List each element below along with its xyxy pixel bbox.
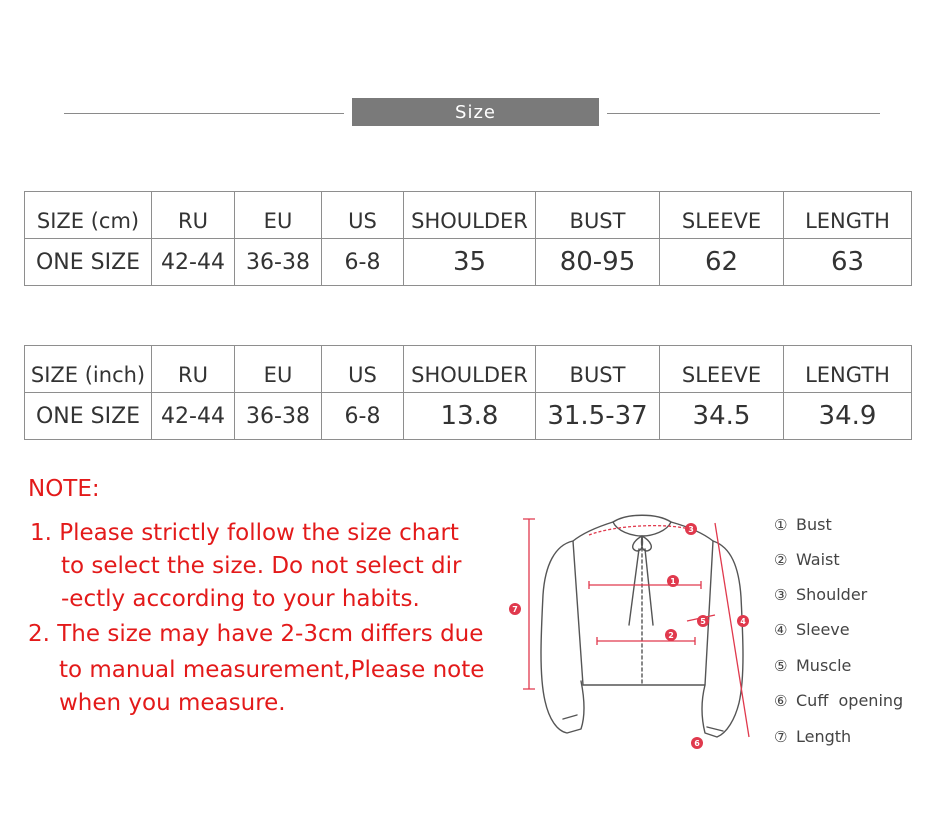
header-cell-length: LENGTH bbox=[784, 346, 912, 393]
legend-item-muscle bbox=[774, 656, 851, 675]
note-title: NOTE: bbox=[28, 476, 100, 502]
size-table-inch bbox=[24, 345, 912, 440]
header-cell-us: US bbox=[322, 346, 404, 393]
waist-measure-line bbox=[597, 637, 695, 645]
cell-shoulder: 13.8 bbox=[404, 393, 536, 440]
length-measure-line bbox=[523, 519, 535, 689]
divider-left bbox=[64, 113, 344, 114]
cell-length: 63 bbox=[784, 239, 912, 286]
cell-ru: 42-44 bbox=[152, 239, 235, 286]
cell-ru: 42-44 bbox=[152, 393, 235, 440]
cell-eu: 36-38 bbox=[235, 393, 322, 440]
collar-outline bbox=[613, 515, 671, 536]
divider-right bbox=[607, 113, 880, 114]
cell-eu: 36-38 bbox=[235, 239, 322, 286]
cell-us: 6-8 bbox=[322, 239, 404, 286]
header-cell-us: US bbox=[322, 192, 404, 239]
cell-sleeve: 34.5 bbox=[660, 393, 784, 440]
note-line-1: 1. Please strictly follow the size chart bbox=[30, 520, 459, 546]
legend-label: Length bbox=[796, 727, 852, 746]
marker-6-label: 6 bbox=[694, 739, 700, 748]
bow-ties bbox=[629, 549, 653, 625]
legend-num: ⑤ bbox=[774, 657, 788, 675]
legend-item-sleeve bbox=[774, 620, 850, 639]
cell-bust: 31.5-37 bbox=[536, 393, 660, 440]
legend-num: ② bbox=[774, 551, 788, 569]
cell-size: ONE SIZE bbox=[25, 239, 152, 286]
size-banner bbox=[352, 98, 599, 126]
note-line-3: -ectly according to your habits. bbox=[61, 586, 420, 612]
header-cell-sleeve: SLEEVE bbox=[660, 346, 784, 393]
blouse-diagram bbox=[505, 505, 765, 755]
header-cell-bust: BUST bbox=[536, 192, 660, 239]
legend-label: Muscle bbox=[796, 656, 852, 675]
legend-label: Waist bbox=[796, 550, 840, 569]
marker-3-label: 3 bbox=[688, 525, 694, 534]
size-banner-title: Size bbox=[455, 101, 496, 123]
header-cell-shoulder: SHOULDER bbox=[404, 192, 536, 239]
legend-num: ① bbox=[774, 516, 788, 534]
cell-size: ONE SIZE bbox=[25, 393, 152, 440]
left-cuff-outline bbox=[563, 715, 577, 719]
legend-num: ⑥ bbox=[774, 692, 788, 710]
header-cell-ru: RU bbox=[152, 346, 235, 393]
header-cell-size: SIZE (inch) bbox=[25, 346, 152, 393]
note-line-4: 2. The size may have 2-3cm differs due bbox=[28, 621, 484, 647]
table-row bbox=[25, 239, 912, 286]
note-line-5: to manual measurement,Please note bbox=[59, 657, 485, 683]
shoulder-measure-line bbox=[589, 526, 689, 535]
header-cell-ru: RU bbox=[152, 192, 235, 239]
note-line-2: to select the size. Do not select dir bbox=[61, 553, 462, 579]
cell-us: 6-8 bbox=[322, 393, 404, 440]
legend-label: Cuff opening bbox=[796, 691, 904, 710]
legend-item-bust bbox=[774, 515, 832, 534]
legend-item-shoulder bbox=[774, 585, 867, 604]
cell-length: 34.9 bbox=[784, 393, 912, 440]
note-line-6: when you measure. bbox=[59, 690, 286, 716]
right-cuff-outline bbox=[707, 727, 723, 731]
marker-1-label: 1 bbox=[670, 577, 676, 586]
marker-2-label: 2 bbox=[668, 631, 674, 640]
header-cell-eu: EU bbox=[235, 346, 322, 393]
header-cell-bust: BUST bbox=[536, 346, 660, 393]
legend-num: ⑦ bbox=[774, 728, 788, 746]
header-cell-sleeve: SLEEVE bbox=[660, 192, 784, 239]
marker-4-label: 4 bbox=[740, 617, 746, 626]
legend-num: ④ bbox=[774, 621, 788, 639]
legend-item-waist bbox=[774, 550, 840, 569]
bust-measure-line bbox=[589, 581, 701, 589]
legend-num: ③ bbox=[774, 586, 788, 604]
table-header-row bbox=[25, 192, 912, 239]
cell-shoulder: 35 bbox=[404, 239, 536, 286]
cell-bust: 80-95 bbox=[536, 239, 660, 286]
legend-label: Shoulder bbox=[796, 585, 868, 604]
legend-item-cuff-opening bbox=[774, 691, 903, 710]
table-header-row bbox=[25, 346, 912, 393]
legend-label: Sleeve bbox=[796, 620, 850, 639]
body-outline bbox=[573, 522, 713, 685]
header-cell-size: SIZE (cm) bbox=[25, 192, 152, 239]
legend-item-length bbox=[774, 727, 851, 746]
left-sleeve-outline bbox=[541, 541, 584, 733]
cell-sleeve: 62 bbox=[660, 239, 784, 286]
size-table-cm bbox=[24, 191, 912, 286]
table-row bbox=[25, 393, 912, 440]
sleeve-measure-line bbox=[715, 523, 749, 737]
marker-5-label: 5 bbox=[700, 617, 706, 626]
header-cell-length: LENGTH bbox=[784, 192, 912, 239]
header-cell-eu: EU bbox=[235, 192, 322, 239]
marker-7-label: 7 bbox=[512, 605, 518, 614]
legend-label: Bust bbox=[796, 515, 832, 534]
header-cell-shoulder: SHOULDER bbox=[404, 346, 536, 393]
